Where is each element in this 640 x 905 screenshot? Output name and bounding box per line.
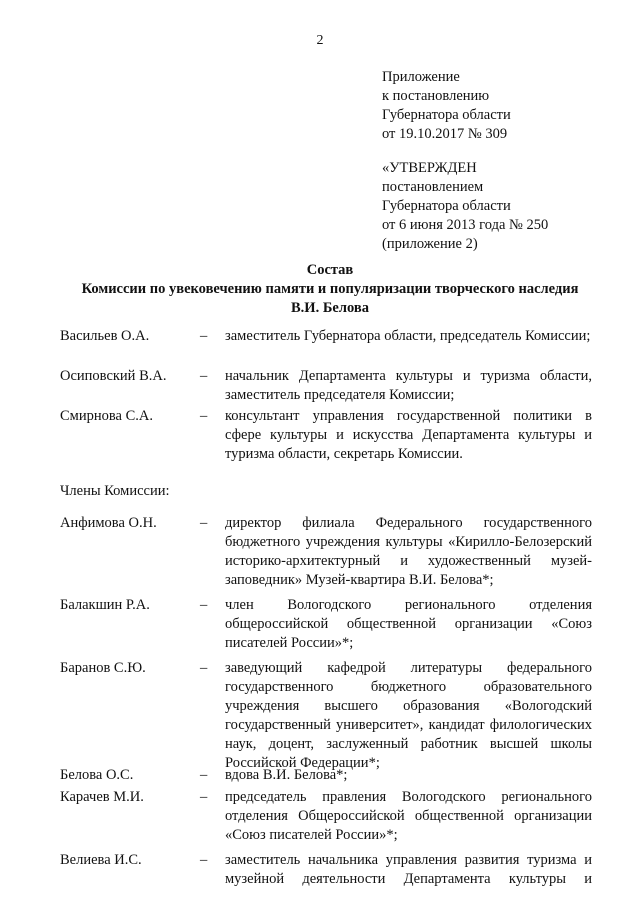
member-name: Велиева И.С. bbox=[60, 852, 142, 868]
member-dash: – bbox=[200, 408, 208, 424]
member-row bbox=[60, 851, 592, 889]
document-title bbox=[40, 261, 620, 318]
page-number: 2 bbox=[316, 33, 324, 48]
member-description: заместитель Губернатора области, председатель Комиссии; bbox=[225, 328, 591, 344]
appendix-line: Приложение bbox=[382, 69, 460, 85]
member-description: консультант управления государственной политики в сфере культуры и искусства Департамента культуры и туризма области, секретарь Комиссии. bbox=[225, 408, 592, 462]
member-name: Васильев О.А. bbox=[60, 328, 150, 344]
member-description: председатель правления Вологодского регионального отделения Общероссийской общественной организации «Союз писателей России»*; bbox=[225, 789, 592, 843]
member-dash: – bbox=[200, 852, 208, 868]
member-row bbox=[60, 327, 592, 365]
member-description: член Вологодского регионального отделения общероссийской общественной организации «Союз писателей России»*; bbox=[225, 597, 592, 651]
member-description: заведующий кафедрой литературы федерального государственного бюджетного образовательного учреждения высшего образования «Вологодский государственный университет», кандидат филологических наук, доцент, заслуженный работник высшей школы Российской Федерации*; bbox=[225, 660, 592, 771]
appendix-line: Губернатора области bbox=[382, 107, 511, 123]
member-row bbox=[60, 407, 592, 464]
member-row bbox=[60, 367, 592, 405]
member-dash: – bbox=[200, 597, 208, 613]
member-name: Осиповский В.А. bbox=[60, 368, 167, 384]
member-description: директор филиала Федерального государственного бюджетного учреждения культуры «Кирилло-Белозерский историко-архитектурный и художественный музей-заповедник» Музей-квартира В.И. Белова*; bbox=[225, 515, 592, 588]
appendix-line: от 19.10.2017 № 309 bbox=[382, 126, 508, 142]
member-row bbox=[60, 514, 592, 590]
member-dash: – bbox=[200, 368, 208, 384]
member-name: Смирнова С.А. bbox=[60, 408, 153, 424]
appendix-block bbox=[382, 68, 622, 144]
member-dash: – bbox=[200, 789, 208, 805]
member-dash: – bbox=[200, 767, 208, 783]
approved-line: Губернатора области bbox=[382, 198, 511, 214]
member-row bbox=[60, 788, 592, 845]
member-description: начальник Департамента культуры и туризма области, заместитель председателя Комиссии; bbox=[225, 368, 592, 403]
title-heading: Состав bbox=[306, 262, 354, 278]
member-dash: – bbox=[200, 328, 208, 344]
member-row bbox=[60, 766, 592, 785]
approved-line: от 6 июня 2013 года № 250 bbox=[382, 217, 549, 233]
member-row bbox=[60, 659, 592, 771]
members-label: Члены Комиссии: bbox=[60, 483, 170, 499]
approved-block bbox=[382, 159, 622, 254]
approved-line: постановлением bbox=[382, 179, 484, 195]
member-dash: – bbox=[200, 515, 208, 531]
member-name: Анфимова О.Н. bbox=[60, 515, 157, 531]
approved-line: (приложение 2) bbox=[382, 236, 478, 252]
title-line: В.И. Белова bbox=[291, 300, 369, 316]
member-description: заместитель начальника управления развития туризма и музейной деятельности Департамента культуры и bbox=[225, 852, 592, 887]
title-line: Комиссии по увековечению памяти и популяризации творческого наследия bbox=[81, 281, 579, 297]
appendix-line: к постановлению bbox=[382, 88, 490, 104]
member-name: Баранов С.Ю. bbox=[60, 660, 146, 676]
leadership-list bbox=[60, 327, 592, 464]
member-description: вдова В.И. Белова*; bbox=[225, 767, 348, 783]
member-name: Белова О.С. bbox=[60, 767, 134, 783]
member-name: Карачев М.И. bbox=[60, 789, 144, 805]
approved-line: «УТВЕРЖДЕН bbox=[382, 160, 477, 176]
member-name: Балакшин Р.А. bbox=[60, 597, 150, 613]
member-dash: – bbox=[200, 660, 208, 676]
member-row bbox=[60, 596, 592, 653]
members-list bbox=[60, 514, 592, 889]
